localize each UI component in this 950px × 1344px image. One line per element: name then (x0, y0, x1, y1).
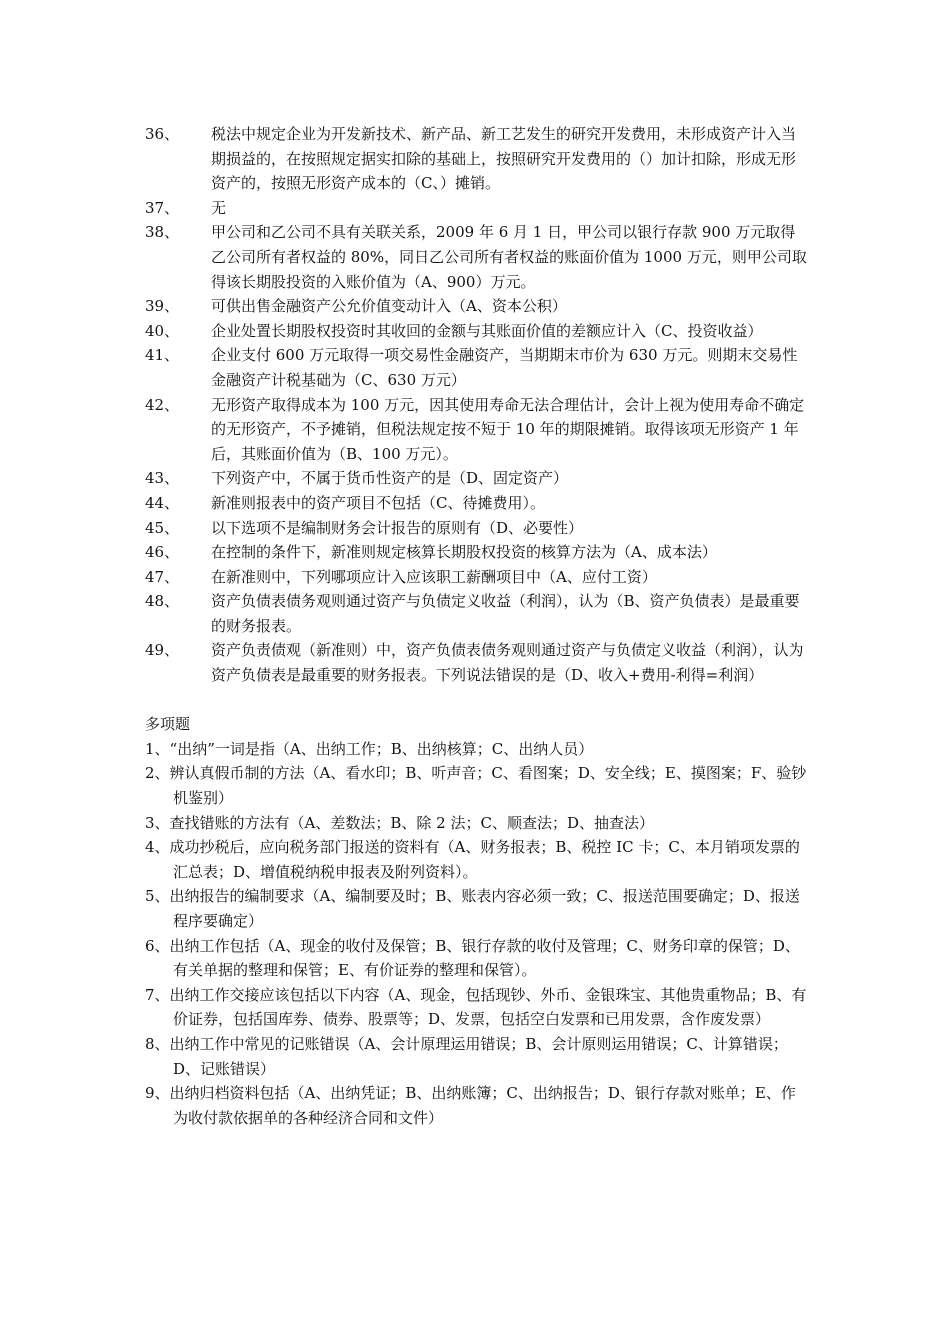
question-text: 企业支付 600 万元取得一项交易性金融资产，当期期末市价为 630 万元。则期末交易性金融资产计税基础为（C、630 万元） (211, 346, 798, 389)
question-48 (145, 589, 810, 638)
question-41 (145, 343, 810, 392)
question-text: 新准则报表中的资产项目不包括（C、待摊费用）。 (211, 493, 545, 512)
multi-question-1: 1、“出纳”一词是指（A、出纳工作；B、出纳核算；C、出纳人员） (145, 739, 594, 758)
question-number: 37、 (145, 198, 180, 217)
question-number: 44、 (145, 493, 180, 512)
question-number: 38、 (145, 223, 180, 242)
multi-question-5: 5、出纳报告的编制要求（A、编制要及时；B、账表内容必须一致；C、报送范围要确定；D、报送程序要确定） (145, 887, 800, 930)
question-number: 41、 (145, 346, 180, 365)
question-36 (145, 122, 810, 196)
question-49 (145, 638, 810, 687)
question-text: 以下选项不是编制财务会计报告的原则有（D、必要性） (211, 518, 584, 537)
question-number: 47、 (145, 567, 180, 586)
question-number: 42、 (145, 395, 180, 414)
multi-question-3: 3、查找错账的方法有（A、差数法；B、除 2 法；C、顺查法；D、抽查法） (145, 813, 654, 832)
multi-question-8: 8、出纳工作中常见的记账错误（A、会计原理运用错误；B、会计原则运用错误；C、计算错误；D、记账错误） (145, 1034, 788, 1078)
multi-question-7: 7、出纳工作交接应该包括以下内容（A、现金，包括现钞、外币、金银珠宝、其他贵重物品；B、有价证券，包括国库券、债券、股票等；D、发票，包括空白发票和已用发票，含作废发票） (145, 985, 807, 1029)
question-text: 无 (211, 198, 227, 217)
multi-question-9: 9、出纳归档资料包括（A、出纳凭证；B、出纳账簿；C、出纳报告；D、银行存款对账单；E、作为收付款依据单的各种经济合同和文件） (145, 1084, 796, 1127)
question-text: 下列资产中，不属于货币性资产的是（D、固定资产） (211, 469, 569, 488)
question-number: 45、 (145, 518, 180, 537)
question-text: 在控制的条件下，新准则规定核算长期股权投资的核算方法为（A、成本法） (211, 543, 717, 562)
question-38 (145, 220, 810, 294)
question-text: 资产负责债观（新准则）中，资产负债表债务观则通过资产与负债定义收益（利润），认为资产负债表是最重要的财务报表。下列说法错误的是（D、收入+费用-利得=利润） (211, 641, 804, 685)
question-number: 49、 (145, 641, 180, 660)
question-47 (145, 565, 810, 590)
section-title-multi: 多项题 (145, 715, 191, 734)
question-46 (145, 540, 810, 565)
question-text: 无形资产取得成本为 100 万元，因其使用寿命无法合理估计，会计上视为使用寿命不确定的无形资产，不予摊销，但税法规定按不短于 10 年的期限摊销。取得该项无形资产 1 年后，其账面价值为（B、100 万元）。 (211, 395, 805, 463)
document-body (145, 122, 810, 1130)
question-number: 43、 (145, 469, 180, 488)
question-number: 40、 (145, 321, 180, 340)
question-number: 46、 (145, 543, 180, 562)
question-42 (145, 393, 810, 467)
multi-question-4: 4、成功抄税后，应向税务部门报送的资料有（A、财务报表；B、税控 IC 卡；C、本月销项发票的汇总表；D、增值税纳税申报表及附列资料）。 (145, 838, 800, 881)
question-43 (145, 466, 810, 491)
question-text: 企业处置长期股权投资时其收回的金额与其账面价值的差额应计入（C、投资收益） (211, 321, 763, 340)
question-45 (145, 516, 810, 541)
question-40 (145, 319, 810, 344)
section-spacer (145, 688, 810, 713)
question-39 (145, 294, 810, 319)
question-number: 39、 (145, 297, 180, 316)
question-text: 税法中规定企业为开发新技术、新产品、新工艺发生的研究开发费用，未形成资产计入当期损益的，在按照规定据实扣除的基础上，按照研究开发费用的（）加计扣除，形成无形资产的，按照无形资产成本的（C、）摊销。 (211, 125, 797, 193)
question-text: 在新准则中，下列哪项应计入应该职工薪酬项目中（A、应付工资） (211, 567, 657, 586)
question-44 (145, 491, 810, 516)
question-text: 甲公司和乙公司不具有关联关系，2009 年 6 月 1 日，甲公司以银行存款 900 万元取得乙公司所有者权益的 80%，同日乙公司所有者权益的账面价值为 1000 万元，则甲公司取得该长期股投资的入账价值为（A、900）万元。 (211, 223, 807, 291)
multi-question-6: 6、出纳工作包括（A、现金的收付及保管；B、银行存款的收付及管理；C、财务印章的保管；D、有关单据的整理和保管；E、有价证券的整理和保管）。 (145, 936, 800, 980)
question-text: 可供出售金融资产公允价值变动计入（A、资本公积） (211, 297, 567, 316)
question-number: 36、 (145, 125, 180, 143)
multi-question-2: 2、辨认真假币制的方法（A、看水印；B、听声音；C、看图案；D、安全线；E、摸图案；F、验钞机鉴别） (145, 764, 807, 808)
question-text: 资产负债表债务观则通过资产与负债定义收益（利润），认为（B、资产负债表）是最重要的财务报表。 (211, 592, 800, 635)
question-37 (145, 196, 810, 221)
question-number: 48、 (145, 592, 180, 611)
